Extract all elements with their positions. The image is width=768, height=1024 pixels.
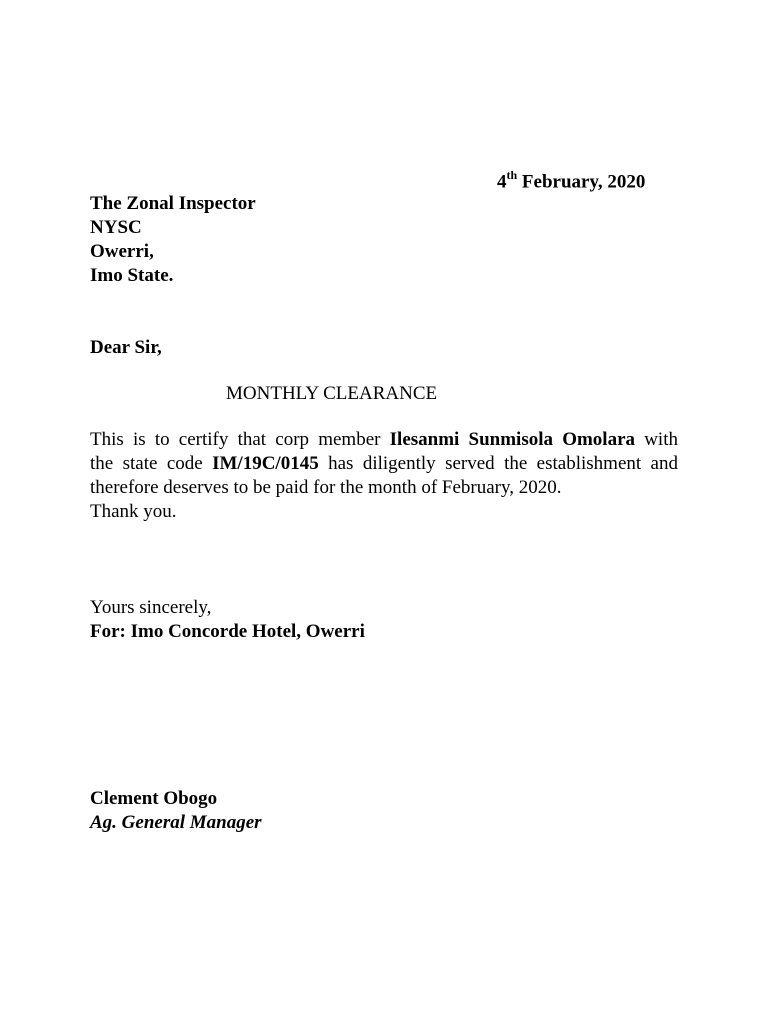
body-line-2 (90, 452, 678, 476)
body-text-with: with (635, 429, 678, 450)
letter-date (497, 170, 645, 191)
body-line-1 (90, 428, 678, 452)
recipient-state: Imo State. (90, 265, 174, 286)
recipient-title: The Zonal Inspector (90, 193, 256, 214)
date-suffix: th (506, 168, 518, 182)
date-rest: February, 2020 (517, 171, 646, 193)
closing: Yours sincerely, (90, 597, 212, 618)
date-day: 4 (497, 171, 507, 193)
letter-subject: MONTHLY CLEARANCE (226, 383, 438, 404)
member-name: Ilesanmi Sunmisola Omolara (389, 429, 636, 450)
body-text-intro: This is to certify that corp member (90, 429, 390, 450)
state-code: IM/19C/0145 (212, 453, 319, 474)
signer-title: Ag. General Manager (90, 812, 262, 833)
body-line-3: therefore deserves to be paid for the month of February, 2020. (90, 477, 562, 498)
body-text-state-code-label: the state code (90, 453, 213, 474)
salutation: Dear Sir, (90, 337, 162, 358)
recipient-city: Owerri, (90, 241, 154, 262)
for-organization: For: Imo Concorde Hotel, Owerri (90, 621, 365, 642)
signer-name: Clement Obogo (90, 788, 218, 809)
body-line-thanks: Thank you. (90, 501, 177, 522)
letter-body (90, 428, 678, 524)
recipient-organization: NYSC (90, 217, 142, 238)
body-text-served: has diligently served the establishment and (318, 453, 678, 474)
